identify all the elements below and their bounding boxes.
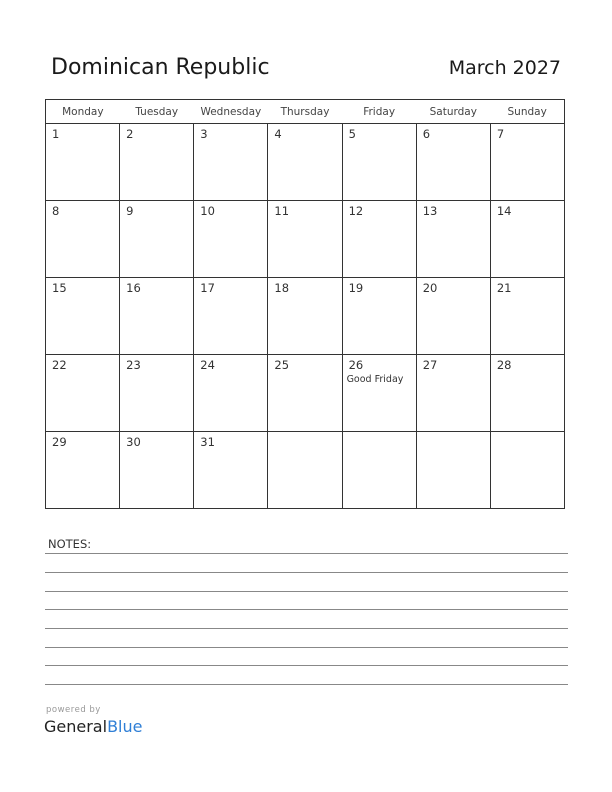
day-number: 27 xyxy=(422,358,438,372)
day-cell xyxy=(120,201,194,278)
day-number: 20 xyxy=(422,281,438,295)
weekday-friday: Friday xyxy=(342,100,416,124)
day-cell xyxy=(416,124,490,201)
notes-label: NOTES: xyxy=(48,537,92,551)
day-number: 12 xyxy=(348,204,364,218)
brand-name-part1: General xyxy=(44,717,108,736)
generalblue-logo[interactable] xyxy=(44,717,142,736)
calendar-grid xyxy=(45,99,565,509)
day-cell xyxy=(46,432,120,509)
day-cell xyxy=(194,278,268,355)
week-row xyxy=(46,355,565,432)
day-number: 24 xyxy=(200,358,215,372)
day-cell xyxy=(194,432,268,509)
day-number: 29 xyxy=(52,435,67,449)
day-number: 19 xyxy=(348,281,364,295)
day-cell xyxy=(416,201,490,278)
day-cell xyxy=(342,124,416,201)
day-number xyxy=(268,432,341,435)
week-row xyxy=(46,278,565,355)
note-line xyxy=(45,647,568,648)
day-number: 6 xyxy=(422,127,431,141)
day-cell xyxy=(490,201,564,278)
day-number: 18 xyxy=(274,281,290,295)
day-cell xyxy=(416,278,490,355)
weekday-wednesday: Wednesday xyxy=(194,100,268,124)
week-row xyxy=(46,124,565,201)
day-cell xyxy=(490,432,564,509)
day-cell xyxy=(46,201,120,278)
day-number: 9 xyxy=(126,204,134,218)
day-cell xyxy=(194,124,268,201)
day-cell xyxy=(268,278,342,355)
day-cell xyxy=(120,355,194,432)
weekday-saturday: Saturday xyxy=(416,100,490,124)
note-line xyxy=(45,591,568,592)
day-number: 21 xyxy=(496,281,512,295)
day-number: 3 xyxy=(200,127,208,141)
note-line xyxy=(45,684,568,685)
day-number xyxy=(491,432,564,435)
day-cell xyxy=(342,201,416,278)
holiday-label: Good Friday xyxy=(346,374,404,385)
day-number: 7 xyxy=(496,127,505,141)
day-number: 25 xyxy=(274,358,290,372)
note-line xyxy=(45,609,568,610)
day-number: 31 xyxy=(200,435,215,449)
week-row xyxy=(46,201,565,278)
note-line xyxy=(45,628,568,629)
day-number: 2 xyxy=(126,127,134,141)
day-number: 5 xyxy=(348,127,356,141)
day-cell xyxy=(120,432,194,509)
day-number: 22 xyxy=(52,358,67,372)
week-row xyxy=(46,432,565,509)
day-cell xyxy=(194,201,268,278)
day-number xyxy=(417,432,490,435)
day-number: 16 xyxy=(126,281,141,295)
day-cell xyxy=(46,278,120,355)
day-number: 14 xyxy=(496,204,512,218)
day-number: 13 xyxy=(422,204,438,218)
day-number: 11 xyxy=(274,204,290,218)
weekday-thursday: Thursday xyxy=(268,100,342,124)
weekday-monday: Monday xyxy=(46,100,120,124)
day-cell xyxy=(268,432,342,509)
day-number: 4 xyxy=(274,127,282,141)
day-number: 26 xyxy=(348,358,364,372)
month-year-title: March 2027 xyxy=(448,57,561,79)
note-line xyxy=(45,572,568,573)
day-number: 10 xyxy=(200,204,215,218)
day-cell xyxy=(490,278,564,355)
day-number: 17 xyxy=(200,281,215,295)
country-title: Dominican Republic xyxy=(51,55,270,80)
day-number: 8 xyxy=(52,204,60,218)
day-cell xyxy=(46,355,120,432)
day-number: 1 xyxy=(52,127,60,141)
day-cell xyxy=(342,355,416,432)
day-cell xyxy=(120,278,194,355)
day-cell xyxy=(46,124,120,201)
note-line xyxy=(45,553,568,554)
brand-name-part2: Blue xyxy=(107,717,143,736)
day-number xyxy=(343,432,416,435)
note-line xyxy=(45,665,568,666)
day-number: 28 xyxy=(496,358,512,372)
day-cell xyxy=(490,355,564,432)
day-cell xyxy=(416,432,490,509)
day-cell xyxy=(268,201,342,278)
day-number: 30 xyxy=(126,435,141,449)
day-number: 23 xyxy=(126,358,141,372)
day-cell xyxy=(342,432,416,509)
day-cell xyxy=(490,124,564,201)
day-cell xyxy=(194,355,268,432)
day-cell xyxy=(416,355,490,432)
weekday-sunday: Sunday xyxy=(490,100,564,124)
day-cell xyxy=(342,278,416,355)
day-cell xyxy=(268,124,342,201)
day-cell xyxy=(120,124,194,201)
day-number: 15 xyxy=(52,281,67,295)
weekday-tuesday: Tuesday xyxy=(120,100,194,124)
weekday-header-row xyxy=(46,100,565,124)
day-cell xyxy=(268,355,342,432)
calendar-body xyxy=(46,124,565,509)
powered-by-text: powered by xyxy=(46,705,101,715)
